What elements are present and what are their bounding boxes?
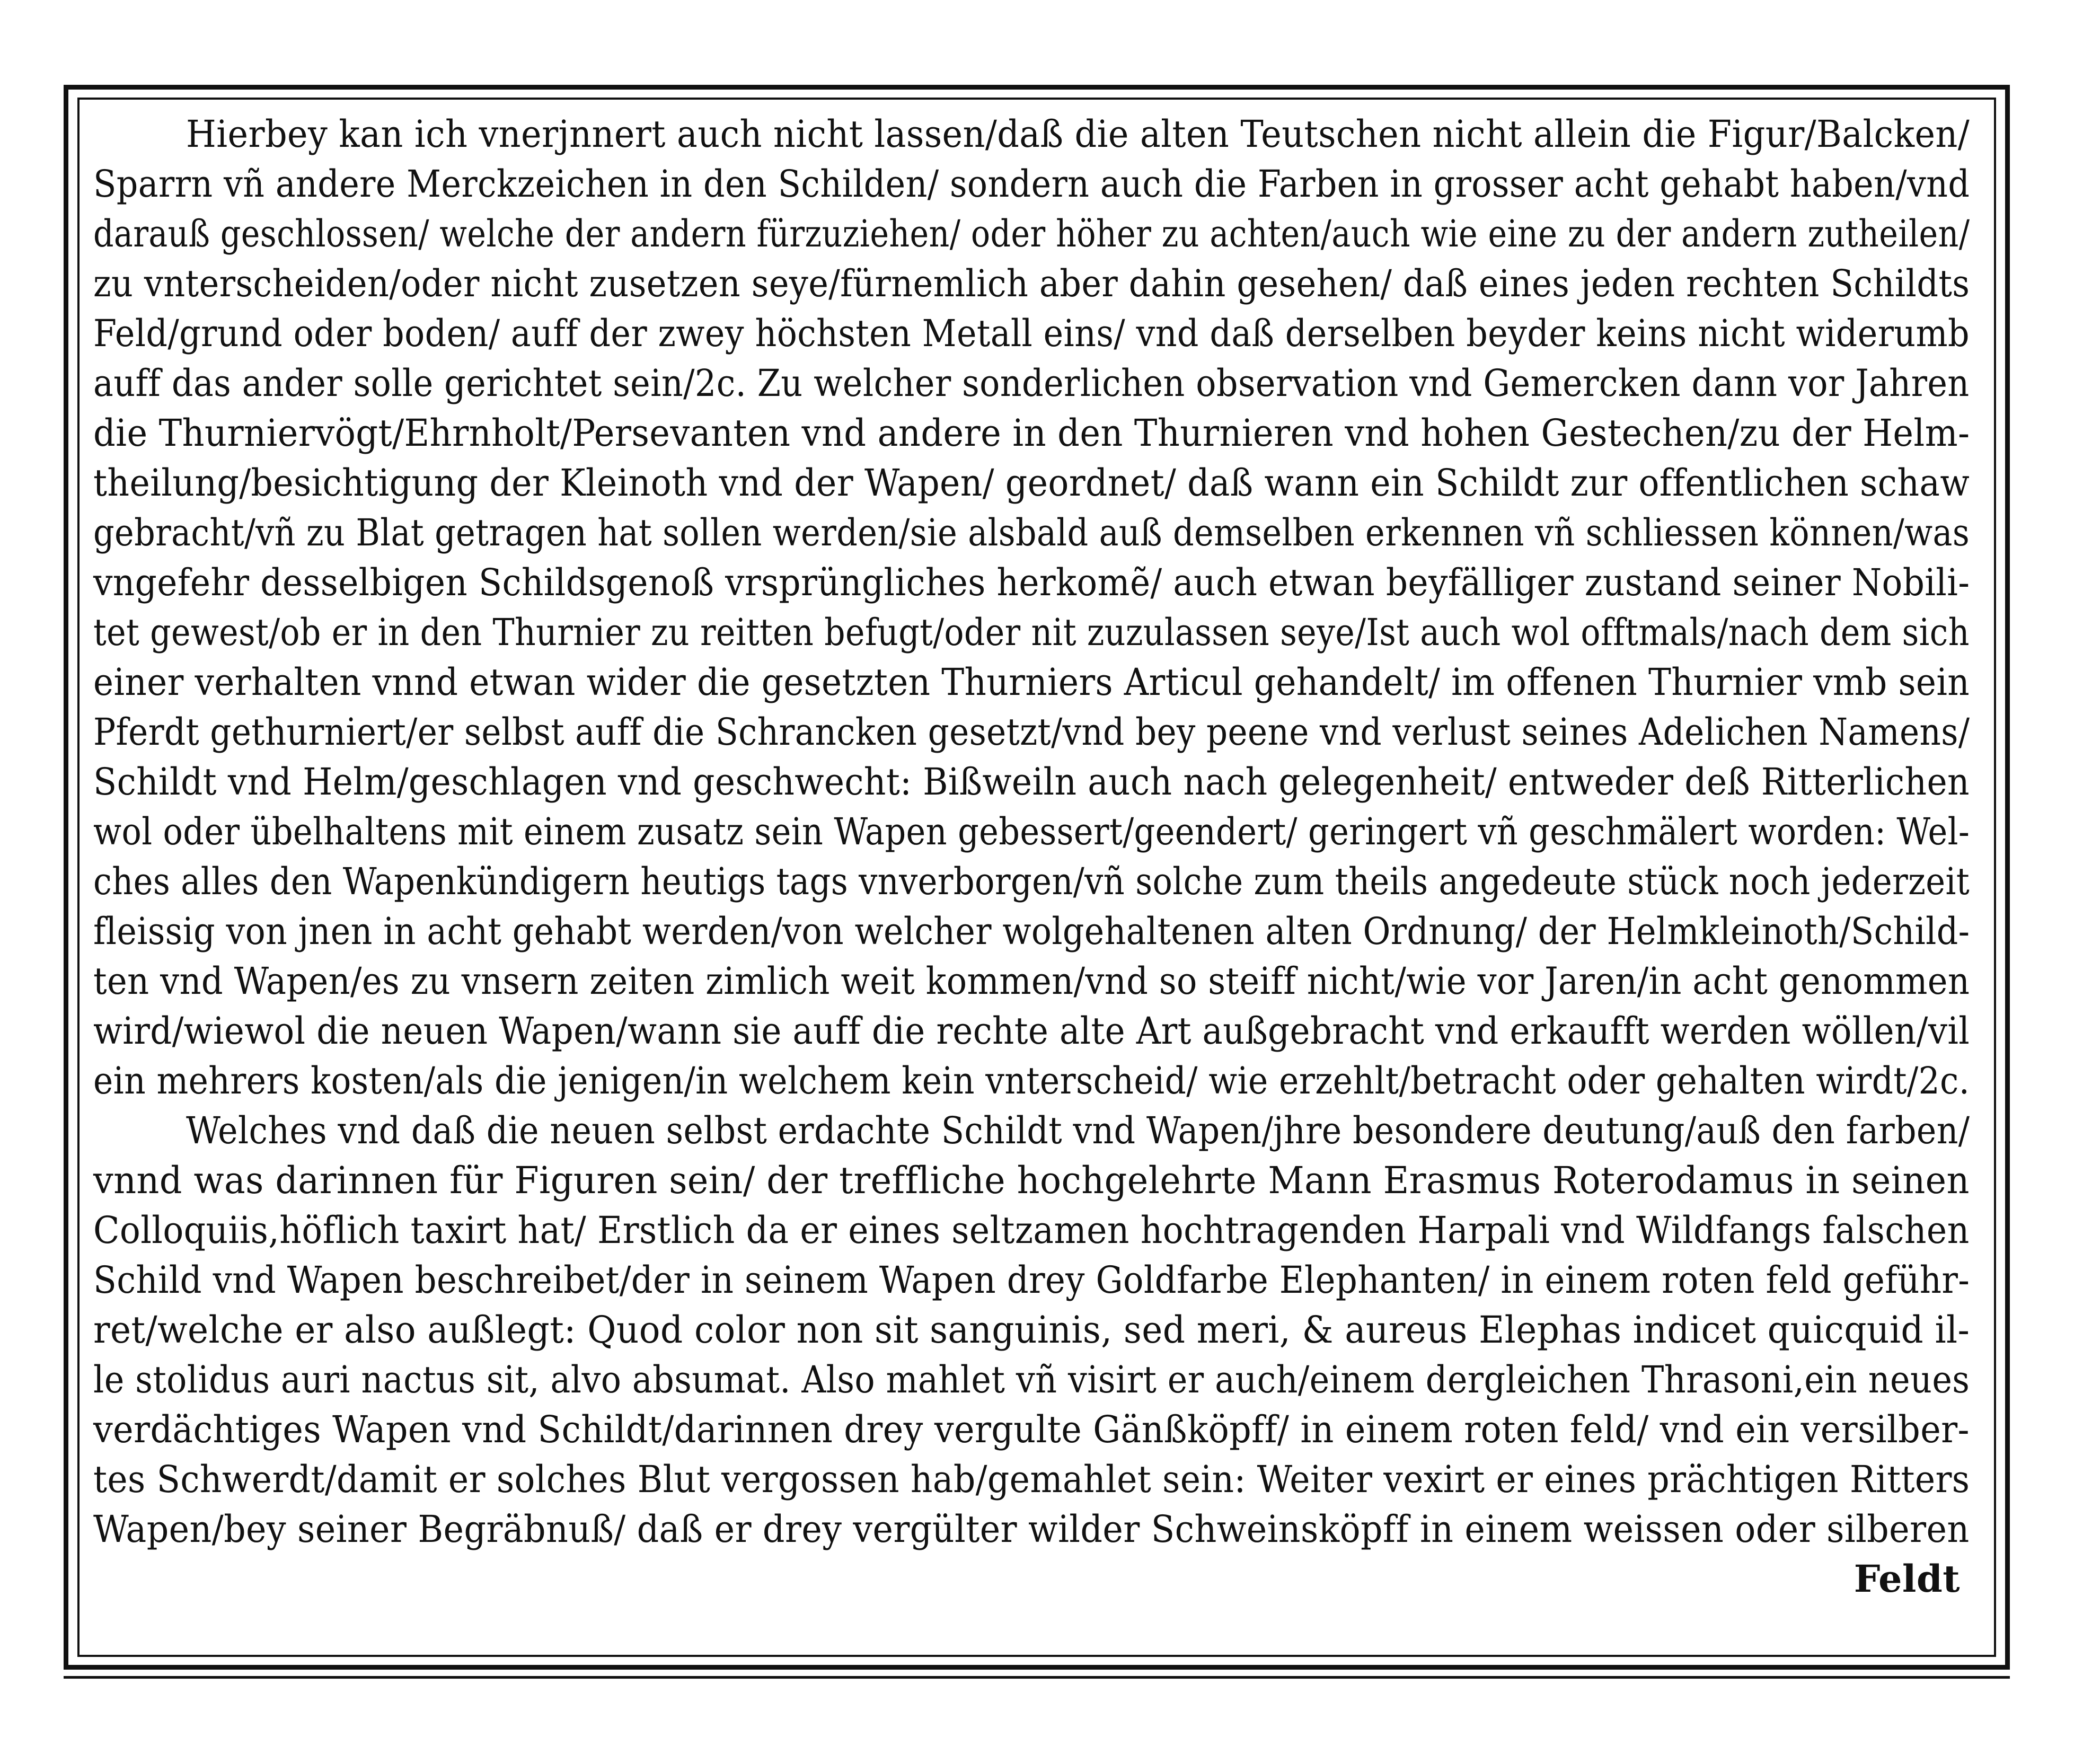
paragraph-2-line-1: Welches vnd daß die neuen selbst erdachte Schildt vnd Wapen/jhre besondere deutung/auß den farben/ <box>186 1109 1970 1152</box>
paragraph-1-line-11: tet gewest/ob er in den Thurnier zu reitten befugt/oder nit zuzulassen seye/Ist auch wol offtmals/nach dem sich <box>93 611 1970 654</box>
paragraph-1-line-12: einer verhalten vnnd etwan wider die gesetzten Thurniers Articul gehandelt/ im offenen Thurnier vmb sein <box>93 660 1970 704</box>
paragraph-1-line-8: theilung/besichtigung der Kleinoth vnd der Wapen/ geordnet/ daß wann ein Schildt zur offentlichen schaw <box>93 461 1970 505</box>
paragraph-1-line-14: Schildt vnd Helm/geschlagen vnd geschwecht: Bißweiln auch nach gelegenheit/ entweder deß Ritterlichen <box>93 760 1970 804</box>
text-block-continued <box>93 109 1980 1646</box>
paragraph-1-line-15: wol oder übelhaltens mit einem zusatz sein Wapen gebessert/geendert/ geringert vñ geschmälert worden: Wel- <box>93 810 1970 853</box>
paragraph-1-line-9: gebracht/vñ zu Blat getragen hat sollen werden/sie alsbald auß demselben erkennen vñ schliessen können/was <box>93 511 1970 554</box>
page-border-bottom-rule <box>64 1676 2010 1679</box>
paragraph-2-line-5: ret/welche er also außlegt: Quod color non sit sanguinis, sed meri, & aureus Elephas indicet quicquid il- <box>93 1308 1970 1352</box>
paragraph-2-line-3: Colloquiis,höflich taxirt hat/ Erstlich da er eines seltzamen hochtragenden Harpali vnd Wildfangs falschen <box>93 1209 1970 1252</box>
paragraph-1-line-4: zu vnterscheiden/oder nicht zusetzen seye/fürnemlich aber dahin gesehen/ daß eines jeden rechten Schildts <box>93 262 1970 305</box>
paragraph-1-line-6: auff das ander solle gerichtet sein/2c. Zu welcher sonderlichen observation vnd Gemercken dann vor Jahren <box>93 361 1970 405</box>
paragraph-1-line-20: ein mehrers kosten/als die jenigen/in welchem kein vnterscheid/ wie erzehlt/betracht oder gehalten wirdt/2c. <box>93 1059 1970 1102</box>
paragraph-1-line-7: die Thurniervögt/Ehrnholt/Persevanten vnd andere in den Thurnieren vnd hohen Gestechen/zu der Helm- <box>93 411 1970 455</box>
paragraph-1-line-13: Pferdt gethurniert/er selbst auff die Schrancken gesetzt/vnd bey peene vnd verlust seines Adelichen Namens/ <box>93 710 1970 754</box>
paragraph-2-line-8: tes Schwerdt/damit er solches Blut vergossen hab/gemahlet sein: Weiter vexirt er eines prächtigen Ritters <box>93 1458 1970 1501</box>
paragraph-2-line-7: verdächtiges Wapen vnd Schildt/darinnen drey vergulte Gänßköpff/ in einem roten feld/ vnd ein versilber- <box>93 1408 1970 1451</box>
paragraph-1-line-18: ten vnd Wapen/es zu vnsern zeiten zimlich weit kommen/vnd so steiff nicht/wie vor Jaren/in acht genommen <box>93 959 1970 1003</box>
paragraph-1-line-10: vngefehr desselbigen Schildsgenoß vrsprüngliches herkomẽ/ auch etwan beyfälliger zustand seiner Nobili- <box>93 561 1970 604</box>
paragraph-2-line-6: le stolidus auri nactus sit, alvo absumat. Also mahlet vñ visirt er auch/einem dergleichen Thrasoni,ein neues <box>93 1358 1970 1401</box>
paragraph-2-line-4: Schild vnd Wapen beschreibet/der in seinem Wapen drey Goldfarbe Elephanten/ in einem roten feld geführ- <box>93 1258 1970 1302</box>
paragraph-1-line-3: darauß geschlossen/ welche der andern fürzuziehen/ oder höher zu achten/auch wie eine zu der andern zutheilen/ <box>93 212 1970 255</box>
paragraph-1-line-2: Sparrn vñ andere Merckzeichen in den Schilden/ sondern auch die Farben in grosser acht gehabt haben/vnd <box>93 162 1970 206</box>
paragraph-1-line-19: wird/wiewol die neuen Wapen/wann sie auff die rechte alte Art außgebracht vnd erkaufft werden wöllen/vil <box>93 1009 1970 1053</box>
catchword: Feldt <box>1853 1557 1960 1601</box>
paragraph-2-line-9: Wapen/bey seiner Begräbnuß/ daß er drey vergülter wilder Schweinsköpff in einem weissen oder silberen <box>93 1507 1970 1551</box>
paragraph-1-line-17: fleissig von jnen in acht gehabt werden/von welcher wolgehaltenen alten Ordnung/ der Helmkleinoth/Schild- <box>93 910 1970 953</box>
paragraph-2-line-2: vnnd was darinnen für Figuren sein/ der treffliche hochgelehrte Mann Erasmus Roterodamus in seinen <box>93 1159 1970 1202</box>
paragraph-1-line-1: Hierbey kan ich vnerjnnert auch nicht lassen/daß die alten Teutschen nicht allein die Figur/Balcken/ <box>186 112 1970 156</box>
paragraph-1-line-16: ches alles den Wapenkündigern heutigs tags vnverborgen/vñ solche zum theils angedeute stück noch jederzeit <box>93 860 1970 903</box>
paragraph-1-line-5: Feld/grund oder boden/ auff der zwey höchsten Metall eins/ vnd daß derselben beyder keins nicht widerumb <box>93 312 1970 355</box>
